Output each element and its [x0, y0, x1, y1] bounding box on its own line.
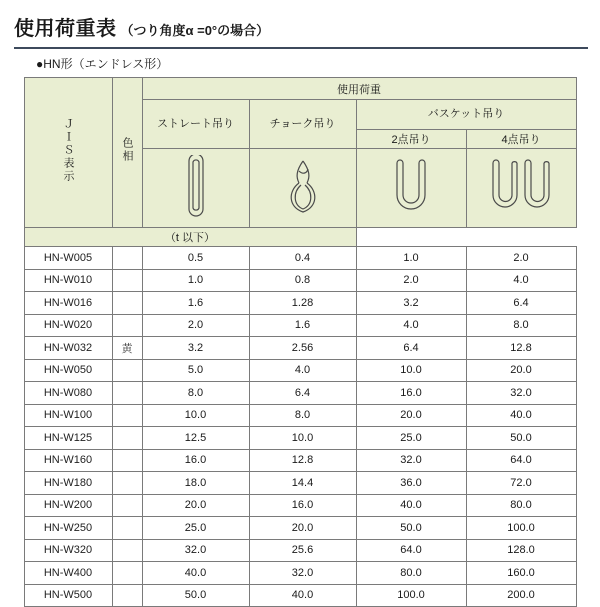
cell-jis: HN-W160	[24, 449, 112, 472]
cell-basket2: 6.4	[356, 337, 466, 360]
cell-choke: 16.0	[249, 494, 356, 517]
basket-2point-sling-icon	[356, 149, 466, 228]
cell-basket4: 128.0	[466, 539, 576, 562]
cell-color: 緑	[112, 427, 142, 450]
page-title-sub: （つり角度α =0°の場合）	[120, 23, 270, 38]
cell-basket4: 100.0	[466, 517, 576, 540]
basket-4point-sling-icon	[466, 149, 576, 228]
cell-straight: 5.0	[142, 359, 249, 382]
page-title-main: 使用荷重表	[14, 18, 117, 40]
column-header-choke: チョーク吊り	[249, 100, 356, 149]
cell-straight: 0.5	[142, 247, 249, 270]
color-header-cell	[112, 78, 142, 228]
unit-label: （t 以下）	[24, 228, 356, 247]
cell-basket2: 32.0	[356, 449, 466, 472]
cell-color: 緑	[112, 562, 142, 585]
cell-basket2: 1.0	[356, 247, 466, 270]
column-header-straight: ストレート吊り	[142, 100, 249, 149]
cell-choke: 40.0	[249, 584, 356, 607]
cell-color: 緑	[112, 584, 142, 607]
cell-choke: 2.56	[249, 337, 356, 360]
table-row	[24, 427, 576, 450]
table-row	[24, 584, 576, 607]
cell-straight: 50.0	[142, 584, 249, 607]
cell-basket4: 2.0	[466, 247, 576, 270]
cell-color: 緑	[112, 539, 142, 562]
cell-choke: 1.28	[249, 292, 356, 315]
cell-straight: 1.0	[142, 269, 249, 292]
cell-choke: 32.0	[249, 562, 356, 585]
table-row	[24, 247, 576, 270]
cell-basket2: 10.0	[356, 359, 466, 382]
cell-jis: HN-W100	[24, 404, 112, 427]
table-row	[24, 517, 576, 540]
cell-basket2: 100.0	[356, 584, 466, 607]
cell-color: 緑	[112, 472, 142, 495]
cell-color: 赤	[112, 359, 142, 382]
table-row	[24, 472, 576, 495]
cell-choke: 1.6	[249, 314, 356, 337]
jis-header-cell	[24, 78, 112, 228]
cell-choke: 0.8	[249, 269, 356, 292]
cell-jis: HN-W400	[24, 562, 112, 585]
cell-basket2: 4.0	[356, 314, 466, 337]
column-header-basket: バスケット吊り	[356, 100, 576, 130]
cell-jis: HN-W250	[24, 517, 112, 540]
cell-straight: 8.0	[142, 382, 249, 405]
color-header-label: 色相	[121, 137, 133, 163]
cell-choke: 10.0	[249, 427, 356, 450]
cell-color: 緑	[112, 404, 142, 427]
column-header-basket-4point: 4点吊り	[466, 130, 576, 149]
cell-choke: 8.0	[249, 404, 356, 427]
cell-jis: HN-W200	[24, 494, 112, 517]
cell-jis: HN-W010	[24, 269, 112, 292]
cell-basket2: 80.0	[356, 562, 466, 585]
cell-basket2: 40.0	[356, 494, 466, 517]
cell-basket2: 2.0	[356, 269, 466, 292]
table-row	[24, 449, 576, 472]
cell-jis: HN-W080	[24, 382, 112, 405]
cell-basket4: 12.8	[466, 337, 576, 360]
cell-jis: HN-W500	[24, 584, 112, 607]
table-row	[24, 382, 576, 405]
cell-choke: 20.0	[249, 517, 356, 540]
jis-header-label: ＪＩＳ表示	[62, 117, 74, 183]
cell-choke: 6.4	[249, 382, 356, 405]
cell-color: 緑	[112, 517, 142, 540]
cell-color: 黄	[112, 337, 142, 360]
table-row	[24, 269, 576, 292]
table-row	[24, 539, 576, 562]
cell-basket2: 16.0	[356, 382, 466, 405]
cell-color: 紫	[112, 269, 142, 292]
table-row	[24, 314, 576, 337]
cell-jis: HN-W005	[24, 247, 112, 270]
column-header-basket-2point: 2点吊り	[356, 130, 466, 149]
cell-basket4: 72.0	[466, 472, 576, 495]
cell-straight: 2.0	[142, 314, 249, 337]
cell-straight: 40.0	[142, 562, 249, 585]
cell-basket2: 20.0	[356, 404, 466, 427]
cell-jis: HN-W016	[24, 292, 112, 315]
cell-jis: HN-W180	[24, 472, 112, 495]
cell-straight: 16.0	[142, 449, 249, 472]
cell-straight: 32.0	[142, 539, 249, 562]
cell-straight: 10.0	[142, 404, 249, 427]
cell-basket2: 50.0	[356, 517, 466, 540]
cell-basket4: 160.0	[466, 562, 576, 585]
cell-jis: HN-W032	[24, 337, 112, 360]
cell-straight: 12.5	[142, 427, 249, 450]
cell-straight: 25.0	[142, 517, 249, 540]
group-header-working-load: 使用荷重	[142, 78, 576, 100]
table-row	[24, 404, 576, 427]
cell-color: 青	[112, 292, 142, 315]
cell-basket4: 4.0	[466, 269, 576, 292]
cell-basket4: 200.0	[466, 584, 576, 607]
cell-straight: 20.0	[142, 494, 249, 517]
working-load-table	[24, 77, 577, 607]
cell-jis: HN-W320	[24, 539, 112, 562]
cell-basket4: 32.0	[466, 382, 576, 405]
table-row	[24, 494, 576, 517]
cell-basket2: 3.2	[356, 292, 466, 315]
cell-basket4: 6.4	[466, 292, 576, 315]
cell-choke: 12.8	[249, 449, 356, 472]
cell-choke: 14.4	[249, 472, 356, 495]
table-row	[24, 337, 576, 360]
straight-sling-icon	[142, 149, 249, 228]
cell-color: 緑	[112, 314, 142, 337]
cell-color: 緑	[112, 449, 142, 472]
cell-basket4: 80.0	[466, 494, 576, 517]
table-row	[24, 562, 576, 585]
choke-sling-icon	[249, 149, 356, 228]
cell-color: 緑	[112, 494, 142, 517]
cell-straight: 18.0	[142, 472, 249, 495]
cell-basket4: 20.0	[466, 359, 576, 382]
cell-basket4: 8.0	[466, 314, 576, 337]
table-row	[24, 292, 576, 315]
cell-color: 紺	[112, 382, 142, 405]
cell-basket4: 40.0	[466, 404, 576, 427]
cell-color: 灰	[112, 247, 142, 270]
cell-basket2: 36.0	[356, 472, 466, 495]
cell-basket2: 25.0	[356, 427, 466, 450]
cell-basket4: 50.0	[466, 427, 576, 450]
cell-choke: 0.4	[249, 247, 356, 270]
cell-choke: 25.6	[249, 539, 356, 562]
cell-jis: HN-W125	[24, 427, 112, 450]
page-title	[0, 0, 600, 45]
cell-choke: 4.0	[249, 359, 356, 382]
table-row	[24, 359, 576, 382]
cell-straight: 3.2	[142, 337, 249, 360]
cell-basket2: 64.0	[356, 539, 466, 562]
cell-jis: HN-W050	[24, 359, 112, 382]
section-subheading: ●HN形（エンドレス形）	[36, 57, 169, 71]
cell-basket4: 64.0	[466, 449, 576, 472]
cell-straight: 1.6	[142, 292, 249, 315]
cell-jis: HN-W020	[24, 314, 112, 337]
